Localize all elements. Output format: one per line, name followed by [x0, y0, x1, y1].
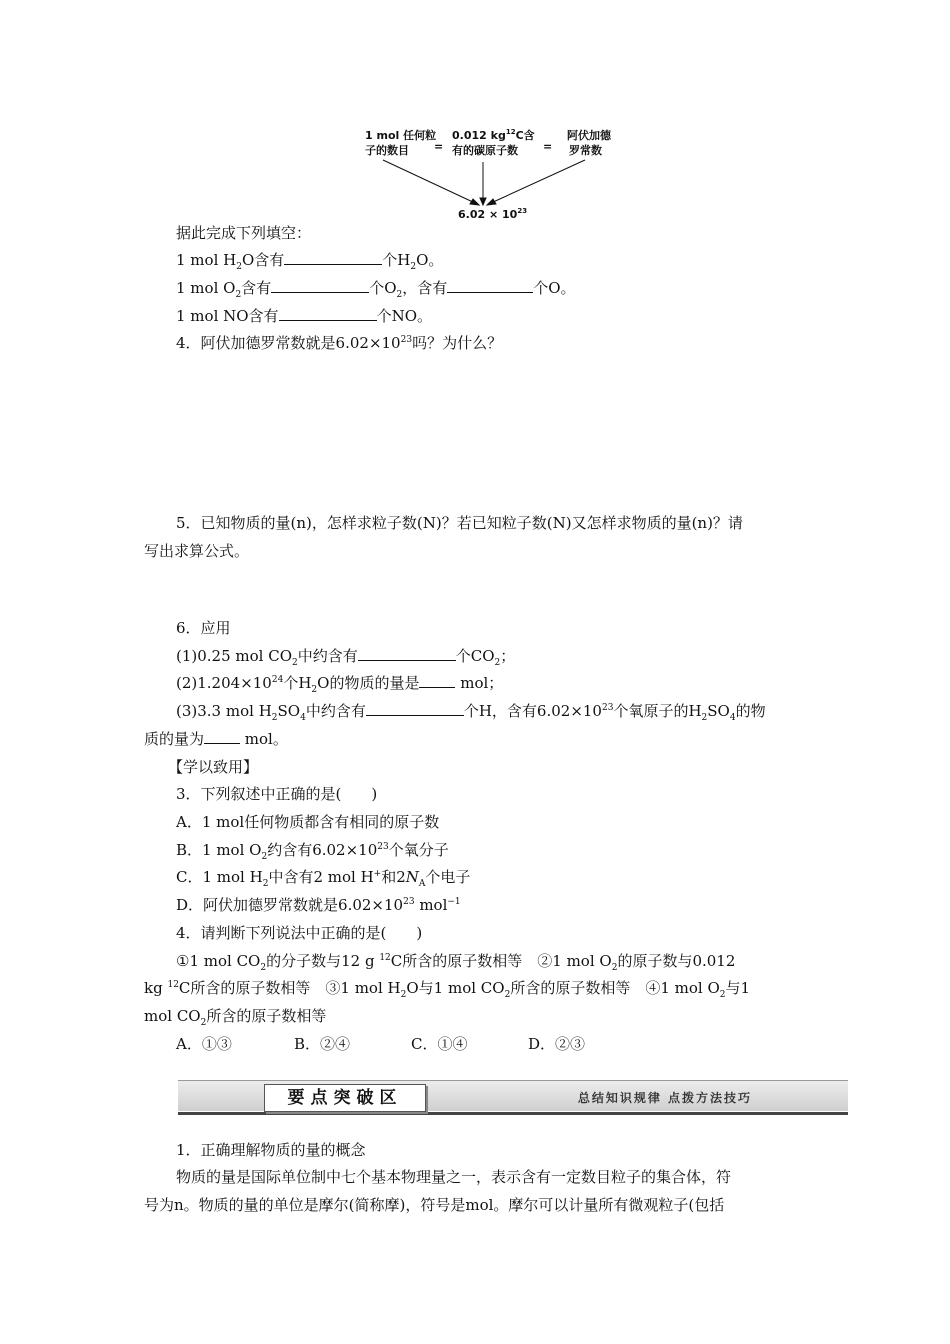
- question-5-line1: 5．已知物质的量(n)，怎样求粒子数(N)？若已知粒子数(N)又怎样求物质的量(n)？请: [176, 514, 743, 532]
- question-5-line2: 写出求算公式。: [144, 542, 250, 560]
- question-6-title: 6．应用: [176, 619, 231, 637]
- blank-2[interactable]: [271, 278, 369, 293]
- key-point-1-line1: 物质的量是国际单位制中七个基本物理量之一，表示含有一定数目粒子的集合体，符: [176, 1168, 732, 1186]
- question-6-item-2: $(2)1.204\times 10^{24}$个$H_2O$的物质的量是 mol；: [176, 674, 504, 695]
- key-point-1-title: 1．正确理解物质的量的概念: [176, 1141, 366, 1159]
- diagram-node-a-line1: 1 mol 任何粒: [365, 129, 437, 142]
- practice-4-stem: 4．请判断下列说法中正确的是( ): [176, 924, 423, 942]
- blank-4[interactable]: [279, 306, 377, 321]
- fill-line-o2: 1 mol $O_2$含有 个$O_2$，含有 个O。: [176, 279, 576, 300]
- banner-title: 要点突破区: [264, 1084, 426, 1112]
- blank-8[interactable]: [204, 729, 240, 744]
- practice-3-option-c: C．1 mol $H_2$中含有2 mol H+和$2N_A$个电子: [176, 868, 471, 889]
- practice-3-stem: 3．下列叙述中正确的是( ): [176, 785, 378, 803]
- banner-slogan: 总结知识规律 点拨方法技巧: [577, 1091, 752, 1105]
- diagram-node-b-line1: 0.012 $kg^{12}C$含: [452, 128, 535, 142]
- practice-4-option-a: A．①③: [176, 1035, 232, 1053]
- section-xueyizhiyong: 【学以致用】: [168, 758, 259, 776]
- question-6-item-1: (1)0.25 mol $CO_2$中约含有 个$CO_2$；: [176, 647, 516, 668]
- fill-intro: 据此完成下列填空：: [176, 224, 312, 242]
- diagram-equals-1: =: [434, 140, 444, 153]
- practice-3-option-a: A．1 mol任何物质都含有相同的原子数: [176, 813, 440, 831]
- practice-4-line1: ①1 mol $CO_2$的分子数与12 g $^{12}$C所含的原子数相等 ②1 mol $O_2$的原子数与0.012: [176, 952, 736, 973]
- fill-line-no: 1 mol NO含有 个NO。: [176, 307, 432, 325]
- practice-4-line2: kg $^{12}$C所含的原子数相等 ③1 mol $H_2O$与1 mol $CO_2$所含的原子数相等 ④1 mol $O_2$与1: [144, 979, 751, 1000]
- diagram-node-c-line1: 阿伏加德: [567, 129, 611, 142]
- diagram-node-b-line2: 有的碳原子数: [452, 144, 518, 157]
- avogadro-relation-diagram: [355, 124, 625, 222]
- practice-3-option-b: B．1 mol $O_2$约含有$6.02\times 10^{23}$个氧分子: [176, 841, 449, 862]
- fill-line-h2o: 1 mol $H_2O$含有 个$H_2O$。: [176, 251, 444, 272]
- practice-4-option-d: D．②③: [528, 1035, 586, 1053]
- practice-4-option-b: B．②④: [294, 1035, 351, 1053]
- diagram-node-a-line2: 子的数目: [365, 144, 409, 157]
- key-point-1-line2: 号为n。物质的量的单位是摩尔(简称摩)，符号是mol。摩尔可以计量所有微观粒子(包括: [144, 1196, 725, 1214]
- diagram-result: $6.02 \times 10^{23}$: [458, 207, 528, 221]
- blank-6[interactable]: [419, 673, 455, 688]
- diagram-equals-2: =: [543, 140, 553, 153]
- practice-4-line3: mol $CO_2$所含的原子数相等: [144, 1007, 327, 1028]
- practice-4-option-c: C．①④: [411, 1035, 468, 1053]
- question-6-item-3-cont: 质的量为 mol。: [144, 730, 288, 748]
- question-6-item-3: (3)3.3 mol $H_2SO_4$中约含有 个H，含有$6.02\times 10^{23}$个氧原子的$H_2SO_4$的物: [176, 702, 766, 723]
- question-4: 4．阿伏加德罗常数就是$6.02\times 10^{23}$吗？为什么？: [176, 334, 503, 352]
- blank-7[interactable]: [366, 701, 464, 716]
- diagram-node-c-line2: 罗常数: [569, 144, 602, 157]
- blank-3[interactable]: [447, 278, 533, 293]
- section-banner: [178, 1080, 848, 1118]
- practice-3-option-d: D．阿伏加德罗常数就是$6.02\times 10^{23}$ mol$^{-1}$: [176, 896, 461, 914]
- blank-1[interactable]: [284, 250, 382, 265]
- diagram-arrows: [383, 160, 585, 205]
- blank-5[interactable]: [358, 646, 456, 661]
